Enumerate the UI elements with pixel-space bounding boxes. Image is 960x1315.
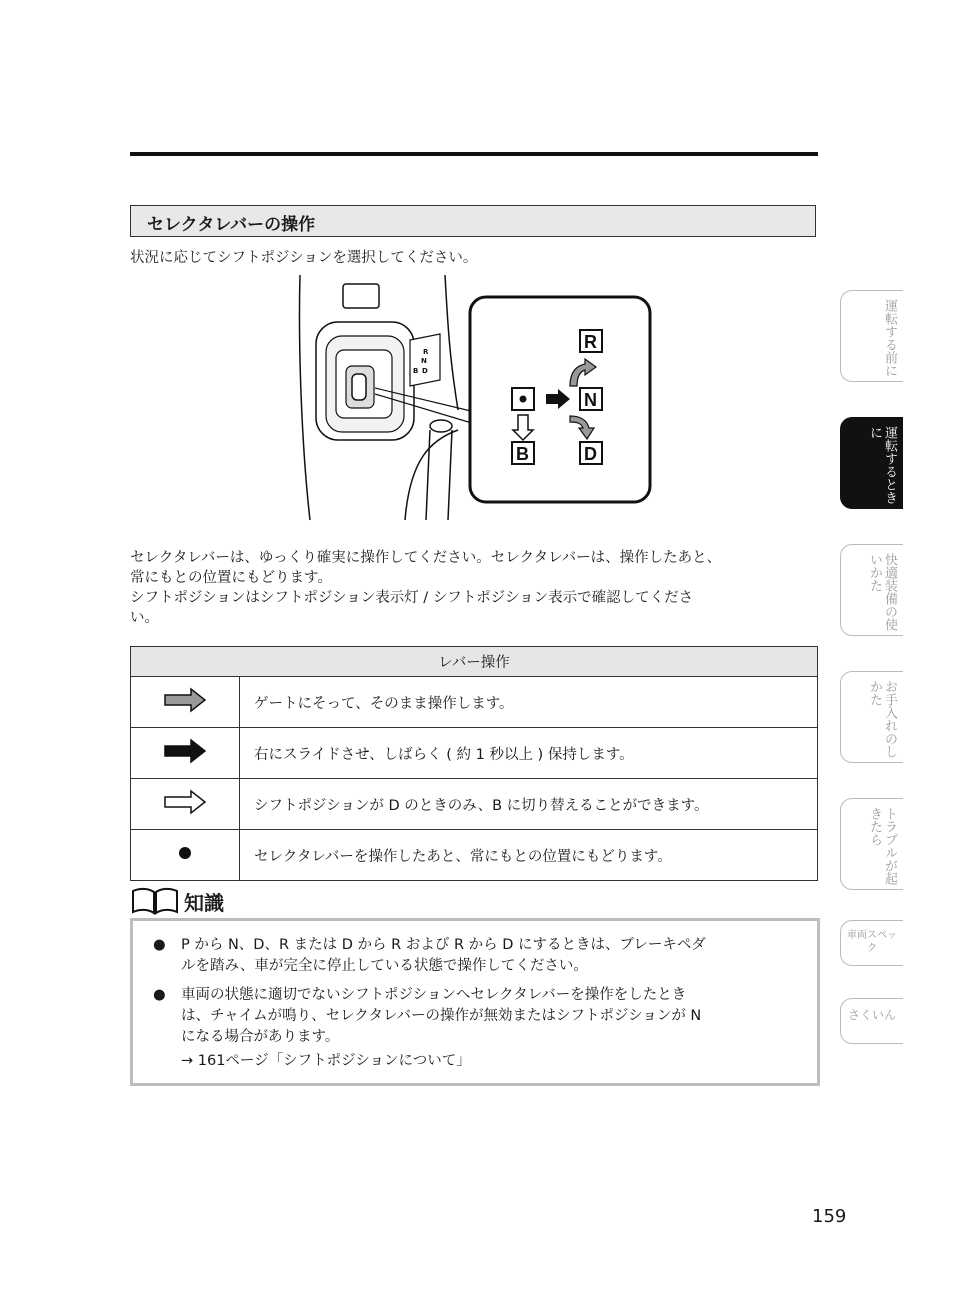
intro-text: 状況に応じてシフトポジションを選択してください。 (130, 250, 478, 266)
knowledge-heading (130, 885, 224, 915)
selector-lever-figure (280, 270, 660, 525)
gate-label-n: N (584, 390, 597, 410)
bullet-icon: ● (153, 937, 166, 953)
knowledge-item: ● 車両の状態に適切でないシフトポジションへセレクタレバーを操作をしたとき は、チャイムが鳴り、セレクタレバーの操作が無効またはシフトポジションが N になる場合があります。 → 161ページ「シフトポジションについて」 (153, 985, 793, 1072)
bullet-icon: ● (153, 987, 166, 1003)
reference-link[interactable]: → 161ページ「シフトポジションについて」 (181, 1053, 471, 1069)
tab-while-driving[interactable]: 運転するときに (840, 417, 903, 509)
tab-comfort[interactable]: 快適装備の使いかた (840, 544, 903, 636)
knowledge-title: 知識 (184, 891, 224, 915)
description-line: い。 (130, 610, 159, 626)
lever-operation-table (130, 646, 818, 881)
row-text: シフトポジションが D のときのみ、B に切り替えることができます。 (240, 779, 818, 830)
table-row (131, 728, 818, 779)
row-text: 右にスライドさせ、しばらく ( 約 1 秒以上 ) 保持します。 (240, 728, 818, 779)
gray-arrow-icon (131, 677, 240, 728)
description-line: シフトポジションはシフトポジション表示灯 / シフトポジション表示で確認してくださ (130, 590, 694, 606)
gate-mark-d: D (422, 367, 428, 375)
header-rule (130, 152, 818, 156)
tab-index[interactable]: さくいん (840, 998, 903, 1044)
description-text (130, 548, 818, 628)
black-arrow-icon (131, 728, 240, 779)
table-row (131, 779, 818, 830)
tab-trouble[interactable]: トラブルが起きたら (840, 798, 903, 890)
row-text: セレクタレバーを操作したあと、常にもとの位置にもどります。 (240, 830, 818, 881)
gate-mark-r: R (423, 348, 429, 356)
section-title: セレクタレバーの操作 (147, 215, 316, 235)
book-icon (130, 885, 180, 915)
knowledge-box (130, 918, 820, 1086)
table-header: レバー操作 (131, 647, 818, 677)
gate-label-r: R (584, 332, 597, 352)
table-row (131, 830, 818, 881)
gate-mark-b: B (413, 367, 419, 375)
tab-care[interactable]: お手入れのしかた (840, 671, 903, 763)
dot-icon (131, 830, 240, 881)
white-arrow-icon (131, 779, 240, 830)
gate-label-b: B (516, 444, 529, 464)
section-header (130, 205, 816, 237)
table-row (131, 677, 818, 728)
gate-mark-n: N (421, 357, 427, 365)
description-line: 常にもとの位置にもどります。 (130, 570, 332, 586)
row-text: ゲートにそって、そのまま操作します。 (240, 677, 818, 728)
tab-specs[interactable]: 車両スペック (840, 920, 903, 966)
gate-label-d: D (584, 444, 597, 464)
tab-before-driving[interactable]: 運転する前に (840, 290, 903, 382)
page-number: 159 (812, 1206, 847, 1227)
knowledge-item: ● P から N、D、R または D から R および R から D にするときは、ブレーキペダ ルを踏み、車が完全に停止している状態で操作してください。 (153, 937, 706, 974)
description-line: セレクタレバーは、ゆっくり確実に操作してください。セレクタレバーは、操作したあと、 (130, 550, 722, 566)
